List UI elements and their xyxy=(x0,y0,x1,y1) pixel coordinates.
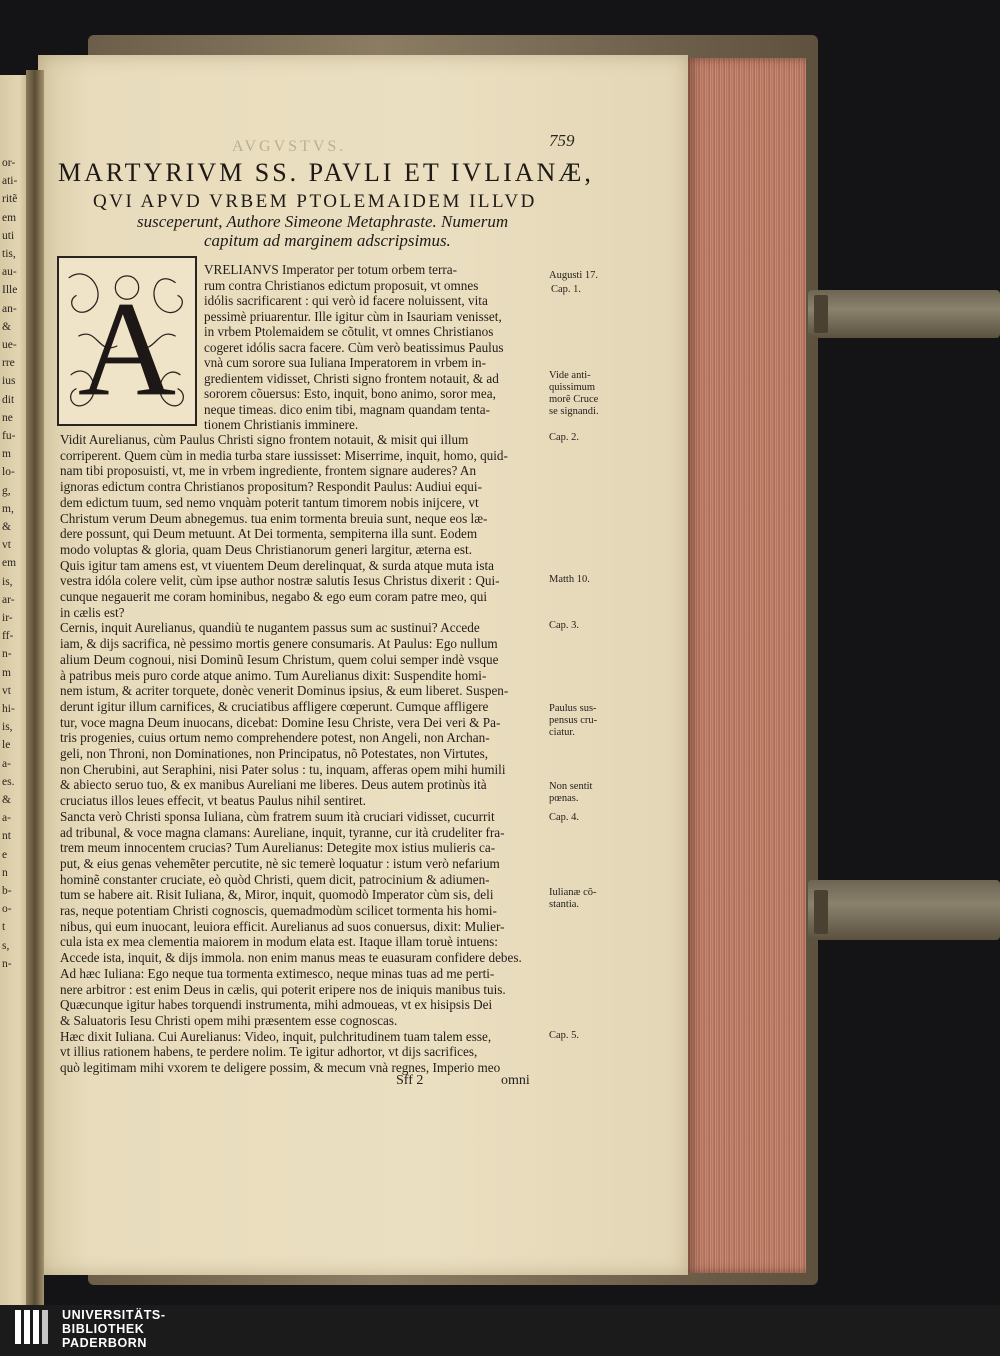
text-line: Quis igitur tam amens est, vt viuentem Deum derelinquat, & surda atque muta ista xyxy=(60,557,494,573)
previous-page-fragment: ius xyxy=(2,375,16,388)
previous-page-fragment: is, xyxy=(2,575,13,588)
marginal-note: Paulus sus- xyxy=(549,703,597,714)
previous-page-fragment: & xyxy=(2,320,11,333)
previous-page-fragment: e xyxy=(2,848,8,861)
previous-page-fragment: Ille xyxy=(2,284,18,297)
previous-page-fragment: le xyxy=(2,739,11,752)
text-line: trem meum innocentem crucias? Tum Aurelianus: Detegite mox istius mulieris ca- xyxy=(60,840,496,856)
library-name-line-1: UNIVERSITÄTS- xyxy=(62,1308,166,1322)
text-line: corriperent. Quem cùm in media turba stare iussisset: Miserrime, inquit, homo, quid- xyxy=(60,447,508,463)
previous-page-fragment: & xyxy=(2,521,11,533)
upper-clasp-rivet xyxy=(814,295,828,333)
previous-page-fragment: is, xyxy=(2,721,13,734)
text-line: VRELIANVS Imperator per totum orbem terra- xyxy=(204,262,458,277)
text-line: derunt igitur illum carnifices, & cruciatibus affligere cœperunt. Cumque affligere xyxy=(60,698,489,714)
text-line: tionem Christianis imminere. xyxy=(204,417,359,432)
text-line: geli, non Throni, non Dominationes, non Principatus, nõ Potestates, non Virtutes, xyxy=(60,746,489,761)
text-line: in cælis est? xyxy=(60,604,125,620)
marginal-note: Augusti 17. xyxy=(549,270,599,281)
previous-page-fragment: nt xyxy=(2,830,11,843)
previous-page-fragment: ue- xyxy=(2,339,17,351)
text-line: Cernis, inquit Aurelianus, quandiù te nugantem passus sum ac sustinui? Accede xyxy=(60,620,480,636)
text-line: vt illius rationem habens, te perdere nolim. Te igitur adhortor, vt dijs sacrifices, xyxy=(60,1044,478,1060)
text-line: Hæc dixit Iuliana. Cui Aurelianus: Video, inquit, pulchritudinem tuam talem esse, xyxy=(60,1028,492,1044)
previous-page-fragment: b- xyxy=(2,885,12,897)
text-line: Quæcunque igitur habes torquendi instrumenta, mihi admoueas, vt ex hisipsis Dei xyxy=(60,997,493,1013)
title-line-3: susceperunt, Authore Simeone Metaphraste. Numerum xyxy=(137,212,509,231)
decorated-initial xyxy=(57,256,197,426)
text-line: & abiecto seruo tuo, & ex manibus Aureliani me liberes. Deus autem protinùs ità xyxy=(60,777,487,793)
text-line: dere possunt, qui Deum metuunt. At Dei tormenta, sempiterna illa sunt. Eodem xyxy=(60,526,478,542)
text-line: tris progenies, cuius ortum nemo comprehendere potest, non Angeli, non Archan- xyxy=(60,730,490,746)
previous-page-fragment: o- xyxy=(2,903,12,916)
library-name-line-2: BIBLIOTHEK xyxy=(62,1322,145,1336)
previous-page-fragment: or- xyxy=(2,157,16,169)
marginal-note: stantia. xyxy=(549,899,580,910)
svg-text:A: A xyxy=(77,274,177,424)
text-line: put, & eius genas vehemẽter percutite, nè sic temerè loquatur : istum verò nefarium xyxy=(60,855,500,871)
upper-clasp xyxy=(808,290,1000,338)
text-line: pessimè priuarentur. Ille igitur cùm in Isauriam venisset, xyxy=(204,308,502,324)
previous-page-fragment: an- xyxy=(2,302,17,315)
previous-page-fragment: em xyxy=(2,211,17,224)
previous-page-fragment: n- xyxy=(2,957,12,970)
text-line: vnà cum sorore sua Iuliana Imperatorem in vrbem in- xyxy=(204,355,486,370)
marginal-note: Cap. 2. xyxy=(549,432,580,443)
text-line: ad tribunal, & voce magna clamans: Aureliane, inquit, tyranne, cur ità crudeliter fra- xyxy=(60,824,505,840)
library-logo-icon xyxy=(13,1306,55,1348)
text-line: quò legitimam mihi vxorem te deligere possim, & mecum vnà regnes, Imperio meo xyxy=(60,1060,501,1075)
text-line: vestra idóla colere velit, cùm ipse author nostræ salutis Iesus Christus dixerit : Qui- xyxy=(60,573,500,589)
text-line: idólis sacrificarent : qui verò id facere noluissent, vita xyxy=(204,293,488,308)
previous-page-fragment: t xyxy=(2,921,6,934)
text-line: nam tibi proposuisti, vt, me in vrbem ingrediente, frontem signare auderes? An xyxy=(60,463,477,479)
lower-clasp xyxy=(808,880,1000,940)
previous-page-fragment: ne xyxy=(2,411,13,424)
marginal-note: Cap. 4. xyxy=(549,812,580,823)
previous-page-fragment: dit xyxy=(2,393,15,406)
marginal-note: Cap. 1. xyxy=(551,284,582,295)
marginal-note: morẽ Cruce xyxy=(549,394,599,405)
previous-page-fragment: ritẽ xyxy=(2,193,18,206)
text-line: Christum verum Deum abnegemus. tua enim tormenta breuia sunt, neque eos læ- xyxy=(60,510,488,526)
previous-page-fragment: vt xyxy=(2,684,11,697)
title-line-2: QVI APVD VRBEM PTOLEMAIDEM ILLVD xyxy=(93,191,537,212)
marginal-note: Iulianæ cõ- xyxy=(549,887,597,898)
page-number: 759 xyxy=(549,131,575,150)
previous-page-fragment: & xyxy=(2,794,11,806)
title-line-1: MARTYRIVM SS. PAVLI ET IVLIANÆ, xyxy=(58,158,594,187)
text-line: à patribus meis puro corde atque animo. Tum Aurelianus dixit: Suspendite homi- xyxy=(60,667,487,683)
text-line: cogeret idólis sacra facere. Cùm verò beatissimus Paulus xyxy=(204,339,504,355)
ornament-initial-icon xyxy=(59,258,195,424)
text-line: gredientem vidisset, Christi signo frontem notauit, & ad xyxy=(204,370,499,386)
text-line: cunque negauerit me coram hominibus, negabo & ego eum coram patre meo, qui xyxy=(60,589,487,604)
previous-page-fragment: fu- xyxy=(2,430,16,442)
text-line: cula ista ex mea clementia maiorem in modum elata est. Itaque illam toruè intuens: xyxy=(60,934,498,950)
text-line: nere arbitror : est enim Deus in cælis, qui poterit eripere nos de iniquis manibus tuis. xyxy=(60,981,506,997)
previous-page-fragment: s, xyxy=(2,939,10,952)
text-line: Sancta verò Christi sponsa Iuliana, cùm fratrem suum ità cruciari vidisset, cucurrit xyxy=(60,808,495,824)
text-line: tum se habere ait. Risit Iuliana, &, Miror, inquit, quomodò Imperator cùm sis, deli xyxy=(60,887,494,903)
text-line: alium Deum cognoui, nisi Dominũ Iesum Christum, quem colui semper indè vsque xyxy=(60,651,499,667)
marginal-note: ciatur. xyxy=(549,727,575,738)
marginal-note: Matth 10. xyxy=(549,574,590,585)
previous-page-fragment: uti xyxy=(2,229,15,242)
previous-page-fragment: tis, xyxy=(2,248,16,260)
text-line: iam, & dijs sacrifica, nè pessimo mortis genere consumaris. At Paulus: Ego nullum xyxy=(60,636,498,652)
marginal-note: Non sentit xyxy=(549,781,593,792)
previous-page-fragment: em xyxy=(2,557,17,570)
previous-page-fragment: ir- xyxy=(2,612,13,624)
text-line: ignoras edictum contra Christianos propositum? Respondit Paulus: Audiui equi- xyxy=(60,479,482,495)
title-line-4: capitum ad marginem adscripsimus. xyxy=(204,231,451,250)
text-line: nibus, qui eum inuocant, leuiora efficit. Aurelianus ad suos conuersus, dixit: Mulier- xyxy=(60,918,505,934)
text-line: Accede ista, inquit, & dijs immola. non enim manus meas te euasuram confidere debes. xyxy=(60,950,522,966)
previous-page-fragment: vt xyxy=(2,539,11,552)
marginal-note: Vide anti- xyxy=(549,370,591,381)
previous-page-fragment: n- xyxy=(2,648,12,661)
previous-page-fragment: g, xyxy=(2,484,11,497)
previous-page-fragment: hi- xyxy=(2,703,15,715)
text-line: cruciatus illos leues effecit, vt beatus Paulus nihil sentiret. xyxy=(60,793,366,809)
previous-page-fragment: m xyxy=(2,448,11,461)
text-line: sororem cõuersus: Esto, inquit, bono animo, soror mea, xyxy=(204,386,496,401)
text-line: neque timeas. dico enim tibi, magnam quandam tenta- xyxy=(204,401,491,417)
fore-edge xyxy=(686,58,806,1273)
marginal-note: se signandi. xyxy=(549,406,599,417)
previous-page-fragment: a- xyxy=(2,812,11,825)
library-name-line-3: PADERBORN xyxy=(62,1336,148,1350)
text-line: dem edictum tuum, sed nemo vnquàm poterit tantum timorem nobis inijcere, vt xyxy=(60,494,479,510)
catchword: omni xyxy=(501,1073,530,1088)
signature-mark: Sff 2 xyxy=(396,1073,424,1088)
marginal-note: pœnas. xyxy=(549,793,579,804)
text-line: Ad hæc Iuliana: Ego neque tua tormenta extimesco, neque minas tuas ad me perti- xyxy=(60,965,495,981)
previous-page-fragment: ff- xyxy=(2,630,14,643)
previous-page-fragment: ar- xyxy=(2,593,15,606)
previous-page-fragment: m, xyxy=(2,502,14,515)
text-line: ras, neque potentiam Christi cognoscis, quemadmodùm scilicet tormenta his homi- xyxy=(60,903,497,918)
text-line: modo voluptas & gloria, quam Deus Christianorum generi largitur, æterna est. xyxy=(60,541,472,557)
marginal-note: quissimum xyxy=(549,382,596,393)
gutter xyxy=(26,70,44,1305)
text-line: tur, voce magna Deum inuocans, dicebat: Domine Iesu Christe, vera Dei veri & Pa- xyxy=(60,714,501,730)
previous-page-fragment: m xyxy=(2,666,11,679)
marginal-note: Cap. 5. xyxy=(549,1030,580,1041)
text-line: Vidit Aurelianus, cùm Paulus Christi signo frontem notauit, & misit qui illum xyxy=(60,432,469,447)
text-line: nem istum, & acriter torquete, donèc venerit Dominus ipsius, & eum liberet. Suspen- xyxy=(60,683,509,699)
previous-page-fragment: es. xyxy=(2,775,15,788)
text-line: in vrbem Ptolemaidem se cõtulit, vt omnes Christianos xyxy=(204,324,494,339)
running-head: AVGVSTVS. xyxy=(232,138,347,155)
marginal-note: pensus cru- xyxy=(549,715,598,726)
text-line: non Cherubini, aut Seraphini, nisi Pater solus : tu, inquam, afferas opem mihi humili xyxy=(60,761,506,777)
text-line: rum contra Christianos edictum proposuit, vt omnes xyxy=(204,277,479,293)
text-line: & Saluatoris Iesu Christi opem mihi præsentem esse cognoscas. xyxy=(60,1012,398,1028)
text-line: hominẽ constanter cruciate, eò quòd Christi, quem dicit, patrocinium & adiumen- xyxy=(60,871,490,887)
previous-page-fragment: au- xyxy=(2,266,17,279)
marginal-note: Cap. 3. xyxy=(549,620,580,631)
previous-page-fragment: n xyxy=(2,866,8,879)
previous-page-fragment: lo- xyxy=(2,466,15,479)
previous-page-fragment: ati- xyxy=(2,175,18,188)
lower-clasp-rivet xyxy=(814,890,828,934)
previous-page-fragment: rre xyxy=(2,357,15,370)
previous-page-fragment: a- xyxy=(2,757,11,770)
